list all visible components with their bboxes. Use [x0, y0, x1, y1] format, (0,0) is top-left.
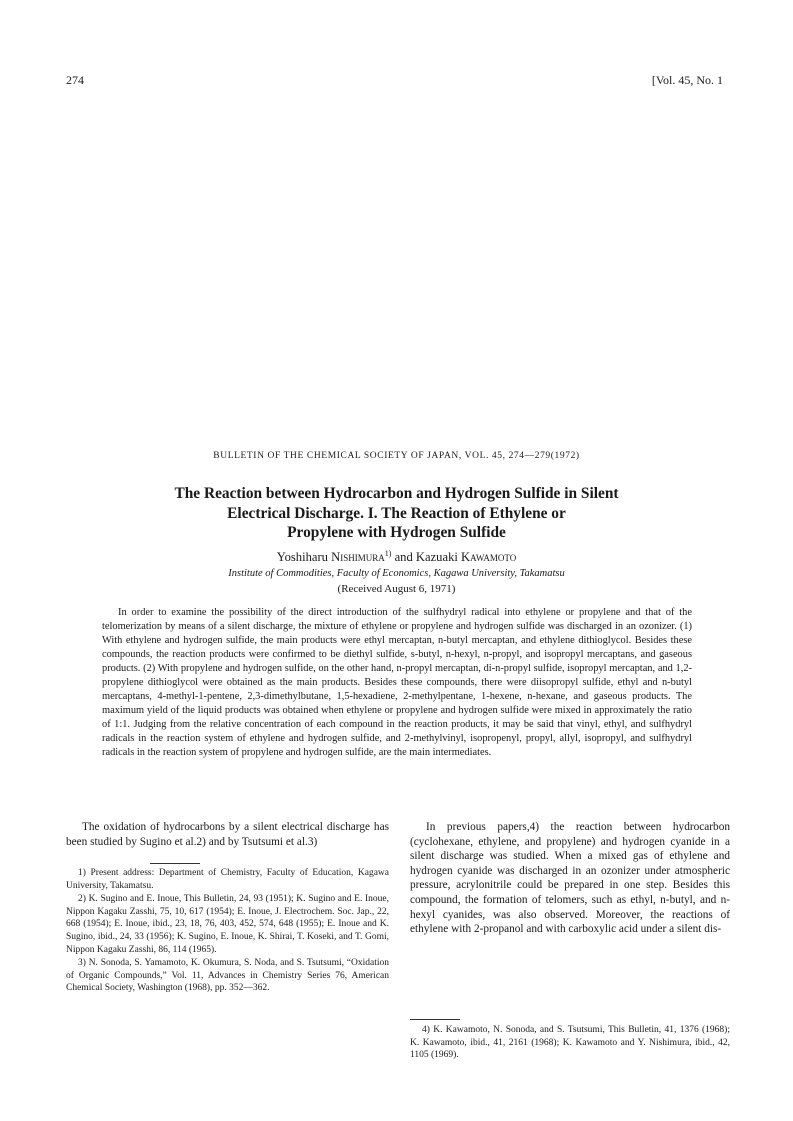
- footnotes-right: [410, 1024, 730, 1062]
- body-column-left: [66, 820, 389, 849]
- author-conjunction: and: [394, 550, 413, 564]
- abstract: In order to examine the possibility of the direct introduction of the sulfhydryl radical into ethylene or propylene and that of the telomerization by means of a silent discharge, the mixture of ethylene or propylene and hydrogen sulfide was discharged in an ozonizer. (1) With ethylene and hydrogen sulfide, the main products were ethyl mercaptan, n-butyl mercaptan, and ethylene dithioglycol. Besides these compounds, the reaction products were confirmed to be diethyl sulfide, s-butyl, n-hexyl, n-propyl, and isopropyl mercaptans, and gaseous products. (2) With propylene and hydrogen sulfide, on the other hand, n-propyl mercaptan, di-n-propyl sulfide, isopropyl mercaptan, and 1,2-propylene dithioglycol were obtained as the main products. Besides these compounds, there were diisopropyl sulfide, ethyl and n-butyl mercaptans, 4-methyl-1-pentene, 2,3-dimethylbutane, 1,5-hexadiene, 2-methylpentane, 1-hexene, n-hexane, and gaseous products. The maximum yield of the liquid products was obtained when ethylene or propylene and hydrogen sulfide were mixed in approximately the ratio of 1:1. Judging from the relative concentration of each compound in the reaction products, it may be said that vinyl, ethyl, and sulfhydryl radicals in the reaction system of ethylene and hydrogen sulfide, and 2-methylvinyl, isopropenyl, propyl, allyl, isopropyl, and sulfhydryl radicals in the reaction system of propylene and hydrogen sulfide, are the main intermediates.: [102, 607, 692, 759]
- received-date: (Received August 6, 1971): [337, 583, 456, 595]
- title-line-3: Propylene with Hydrogen Sulfide: [287, 524, 506, 541]
- title-line-1: The Reaction between Hydrocarbon and Hydrogen Sulfide in Silent: [174, 485, 619, 502]
- author2-given-name: Kazuaki: [415, 550, 458, 564]
- author-line: [0, 550, 793, 565]
- page-number: 274: [66, 73, 84, 87]
- footnote-2: 2) K. Sugino and E. Inoue, This Bulletin, 24, 93 (1951); K. Sugino and E. Inoue, Nippon Kagaku Zasshi, 75, 10, 617 (1954); E. Inoue, J. Electrochem. Soc. Jap., 22, 668 (1954); E. Inoue, ibid., 23, 18, 76, 403, 452, 574, 648 (1955); E. Inoue and K. Sugino, ibid., 24, 33 (1956); K. Sugino, E. Inoue, K. Shirai, T. Koseki, and T. Gomi, Nippon Kagaku Zasshi, 86, 114 (1965).: [66, 894, 389, 955]
- footnotes-left: [66, 867, 389, 995]
- running-head: [Vol. 45, No. 1: [651, 73, 723, 87]
- body-column-right: [410, 820, 730, 937]
- footnote-1: 1) Present address: Department of Chemistry, Faculty of Education, Kagawa University, Takamatsu.: [66, 868, 389, 891]
- footnote-4: 4) K. Kawamoto, N. Sonoda, and S. Tsutsumi, This Bulletin, 41, 1376 (1968); K. Kawamoto, ibid., 41, 2161 (1968); K. Kawamoto and Y. Nishimura, ibid., 42, 1105 (1969).: [410, 1025, 730, 1061]
- footnote-rule-right: [410, 1019, 460, 1020]
- journal-citation-line: BULLETIN OF THE CHEMICAL SOCIETY OF JAPAN, VOL. 45, 274—279(1972): [213, 451, 580, 461]
- paper-title: [100, 484, 693, 543]
- author1-footnote-mark: 1): [384, 548, 392, 558]
- intro-paragraph: The oxidation of hydrocarbons by a silent electrical discharge has been studied by Sugino et al.2) and by Tsutsumi et al.3): [66, 821, 389, 848]
- previous-papers-paragraph: In previous papers,4) the reaction between hydrocarbon (cyclohexane, ethylene, and propylene) and hydrogen cyanide in a silent discharge was studied. When a mixed gas of ethylene and hydrogen cyanide was discharged in an ozonizer under atmospheric pressure, acrylonitrile could be prepared in one step. Besides this compound, the formation of telomers, such as ethyl, n-butyl, and n-hexyl cyanides, was also observed. Moreover, the reactions of ethylene with 2-propanol and with carboxylic acid under a silent dis-: [410, 821, 730, 936]
- author2-family-name: Kawamoto: [461, 550, 517, 564]
- title-line-2: Electrical Discharge. I. The Reaction of Ethylene or: [227, 504, 566, 522]
- author1-family-name: Nishimura: [331, 550, 385, 564]
- author1-given-name: Yoshiharu: [276, 550, 328, 564]
- footnote-3: 3) N. Sonoda, S. Yamamoto, K. Okumura, S. Noda, and S. Tsutsumi, “Oxidation of Organic Compounds,” Vol. 11, Advances in Chemistry Series 76, American Chemical Society, Washington (1968), pp. 352—362.: [66, 958, 389, 994]
- footnote-rule-left: [150, 863, 200, 864]
- affiliation: Institute of Commodities, Faculty of Economics, Kagawa University, Takamatsu: [228, 568, 565, 579]
